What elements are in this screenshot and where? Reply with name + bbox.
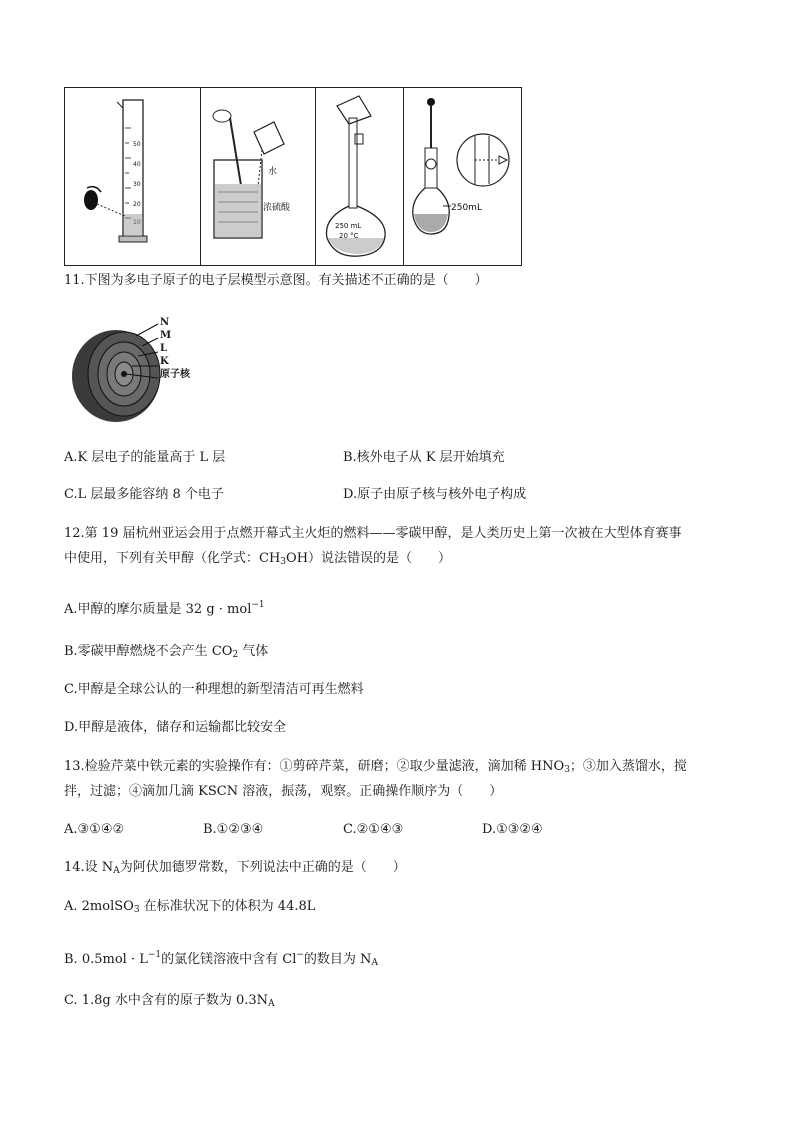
q12-option-a	[64, 596, 265, 619]
q14-option-b-sub: A	[371, 958, 378, 968]
dropper-flask-drawing	[403, 88, 521, 265]
shell-label-l: L	[160, 343, 168, 354]
flask-volume-label: 250 mL	[335, 222, 362, 230]
q14-option-b-text: B. 0.5mol · L	[64, 952, 148, 967]
figure-cell-volumetric-flask	[315, 88, 404, 265]
q13-option-d: D.①③②④	[482, 822, 543, 837]
shell-label-nucleus: 原子核	[160, 369, 190, 380]
q11-option-c: C.L 层最多能容纳 8 个电子	[64, 487, 224, 502]
q14-option-a-tail: 在标准状况下的体积为 44.8L	[139, 899, 316, 914]
q12-option-c: C.甲醇是全球公认的一种理想的新型清洁可再生燃料	[64, 682, 364, 697]
q14-option-b-sup: −1	[147, 950, 162, 960]
q14-option-b-tail: 的数目为 N	[303, 952, 372, 967]
q14-option-c	[64, 992, 275, 1013]
q11-option-b: B.核外电子从 K 层开始填充	[343, 450, 505, 465]
figure-cell-dilution	[200, 88, 316, 265]
q12-option-d: D.甲醇是液体，储存和运输都比较安全	[64, 720, 287, 735]
figure-cell-dropper-flask	[403, 88, 521, 265]
q12-option-b-text: B.零碳甲醇燃烧不会产生 CO	[64, 644, 233, 659]
q14-option-a-text: A. 2molSO	[64, 899, 134, 914]
q12-stem-line2	[64, 550, 451, 571]
q14-option-b	[64, 946, 378, 972]
q13-line1-b: ；③加入蒸馏水，搅	[569, 759, 687, 774]
q14-option-b-mid: 的氯化镁溶液中含有 Cl	[161, 952, 297, 967]
q11-stem: 11.下图为多电子原子的电子层模型示意图。有关描述不正确的是（ ）	[64, 273, 488, 288]
shell-label-m: M	[160, 330, 172, 341]
q12-stem-line1: 12.第 19 届杭州亚运会用于点燃开幕式主火炬的燃料——零碳甲醇，是人类历史上第一次被在大型体育赛事	[64, 526, 682, 541]
q13-stem-line2: 拌，过滤；④滴加几滴 KSCN 溶液，振荡，观察。正确操作顺序为（ ）	[64, 784, 503, 799]
shell-labels	[160, 316, 190, 381]
svg-text:40: 40	[133, 161, 141, 168]
q13-option-b: B.①②③④	[203, 822, 264, 837]
flask-temp-label: 20 °C	[339, 232, 359, 240]
q14-stem-a: 14.设 N	[64, 860, 114, 875]
acid-label: 浓硫酸	[263, 203, 291, 213]
volumetric-flask-drawing	[315, 88, 403, 265]
q12-stem-line2-a: 中使用，下列有关甲醇（化学式：CH	[64, 551, 281, 566]
experiment-figure-table	[64, 87, 522, 266]
q12-option-b-sub: 2	[232, 650, 239, 660]
q12-option-a-text: A.甲醇的摩尔质量是 32 g · mol	[64, 602, 252, 617]
q12-stem-line2-b: OH）说法错误的是（ ）	[286, 551, 452, 566]
q14-option-c-sub: A	[268, 999, 275, 1009]
flask-mark-label: 250mL	[451, 203, 482, 213]
water-label: 水	[268, 167, 278, 177]
svg-text:50: 50	[133, 141, 141, 148]
q13-stem-line1	[64, 758, 687, 779]
q14-option-b-sup2: −	[296, 950, 304, 960]
q11-option-a: A.K 层电子的能量高于 L 层	[64, 450, 226, 465]
svg-text:20: 20	[133, 201, 141, 208]
svg-text:30: 30	[133, 181, 141, 188]
q14-option-a-sub: 3	[133, 905, 140, 915]
q13-option-a: A.③①④②	[64, 822, 125, 837]
q14-option-c-text: C. 1.8g 水中含有的原子数为 0.3N	[64, 993, 269, 1008]
graduated-cylinder-drawing	[65, 88, 200, 265]
q14-stem	[64, 859, 406, 880]
shell-label-k: K	[160, 356, 169, 367]
q12-option-a-sup: −1	[251, 600, 265, 610]
q14-stem-sub: A	[113, 866, 120, 876]
q11-option-d: D.原子由原子核与核外电子构成	[343, 487, 527, 502]
electron-shell-model-figure	[64, 314, 194, 422]
q12-stem-line2-sub: 3	[280, 557, 287, 567]
q12-option-b	[64, 643, 268, 664]
q13-line1-a: 13.检验芹菜中铁元素的实验操作有：①剪碎芹菜，研磨；②取少量滤液，滴加稀 HNO	[64, 759, 565, 774]
q13-option-c: C.②①④③	[343, 822, 404, 837]
q13-line1-sub: 3	[564, 765, 570, 775]
dilution-beaker-drawing	[200, 88, 315, 265]
figure-cell-cylinder	[65, 88, 201, 265]
q14-stem-b: 为阿伏加德罗常数，下列说法中正确的是（ ）	[119, 860, 406, 875]
q14-option-a	[64, 898, 315, 919]
shell-label-n: N	[160, 317, 170, 328]
q12-option-b-tail: 气体	[238, 644, 269, 659]
